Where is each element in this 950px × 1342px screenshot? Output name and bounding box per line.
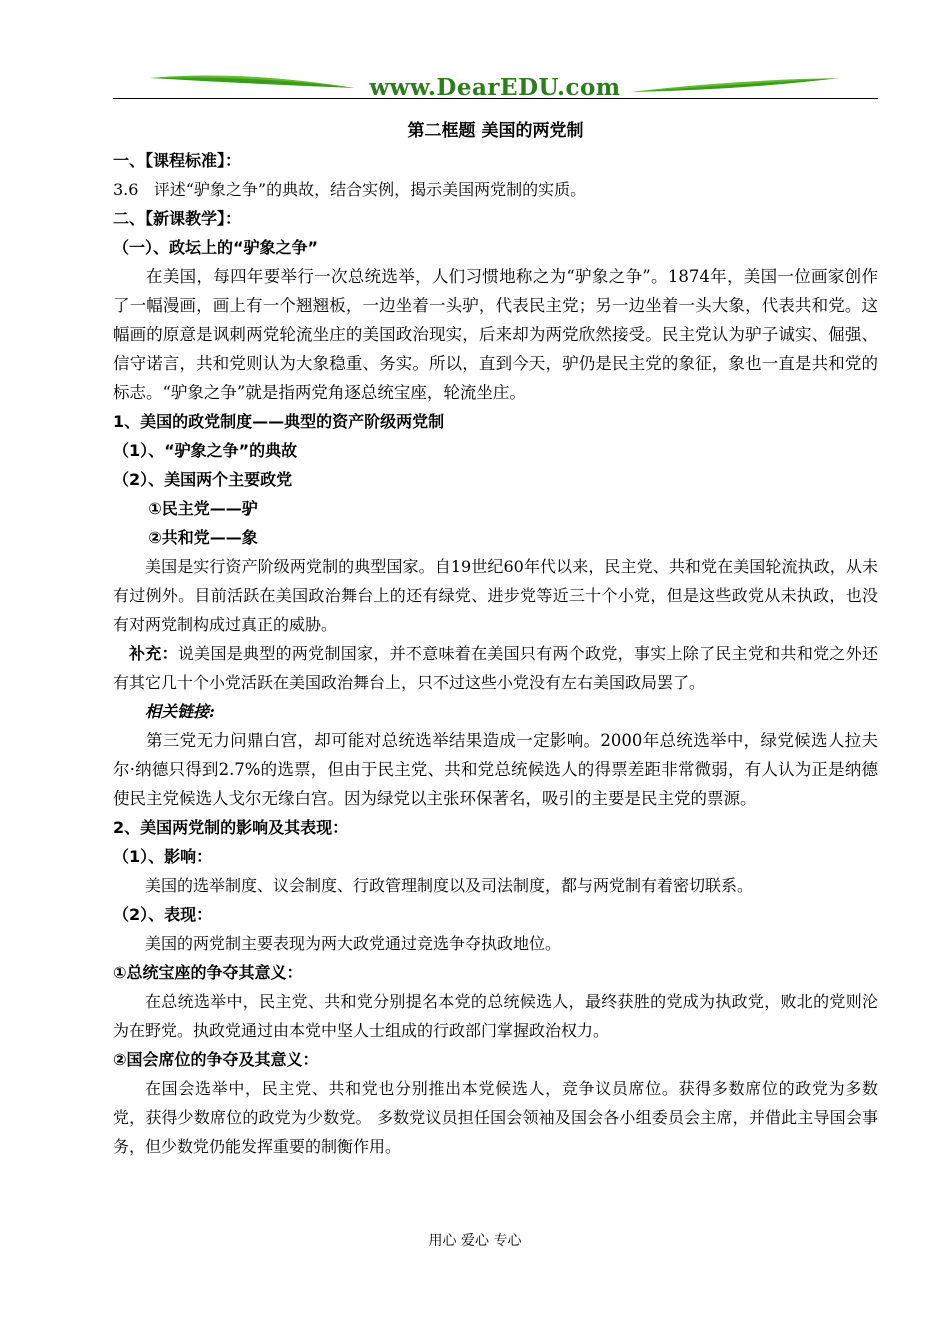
standard-line [113,175,878,204]
standard-number: 3.6 [113,180,139,199]
document-body [113,116,878,1161]
page-title: 第二框题 美国的两党制 [407,121,584,141]
related-link-label: 相关链接: [145,702,215,721]
supplement-label: 补充： [129,644,178,663]
header-divider [113,98,878,99]
paragraph-two-party-country: 美国是实行资产阶级两党制的典型国家。自19世纪60年代以来，民主党、共和党在美国轮流执政，从未有过例外。目前活跃在美国政治舞台上的还有绿党、进步党等近三十个小党，但是这些政党从未执政，也没有对两党制构成过真正的威胁。 [113,557,878,634]
point-congress: ②国会席位的争夺及其意义： [113,1050,319,1069]
point-influence-expression: 2、美国两党制的影响及其表现： [113,818,349,837]
site-logo-text: www.DearEDU.com [369,74,621,101]
point-influence: （1）、影响： [113,847,213,866]
point-expression: （2）、表现： [113,905,213,924]
paragraph-influence: 美国的选举制度、议会制度、行政管理制度以及司法制度，都与两党制有着密切联系。 [145,876,754,895]
paragraph-congress: 在国会选举中，民主党、共和党也分别推出本党候选人，竞争议员席位。获得多数席位的政党为多数党，获得少数席位的政党为少数党。 多数党议员担任国会领袖及国会各小组委员会主席，并借此主导国会事务，但少数党仍能发挥重要的制衡作用。 [113,1079,878,1156]
party-democratic: ①民主党——驴 [148,499,258,518]
point-two-parties: （2）、美国两个主要政党 [113,470,293,489]
paragraph-presidency: 在总统选举中，民主党、共和党分别提名本党的总统候选人，最终获胜的党成为执政党，败北的党则沦为在野党。执政党通过由本党中坚人士组成的行政部门掌握政治权力。 [113,992,878,1040]
point-party-system: 1、美国的政党制度——典型的资产阶级两党制 [113,412,445,431]
paragraph-donkey-elephant-origin: 在美国，每四年要举行一次总统选举，人们习惯地称之为“驴象之争”。1874年，美国一位画家创作了一幅漫画，画上有一个翘翘板，一边坐着一头驴，代表民主党；另一边坐着一头大象，代表共和党。这幅画的原意是讽刺两党轮流坐庄的美国政治现实，后来却为两党欣然接受。民主党认为驴子诚实、倔强、信守诺言，共和党则认为大象稳重、务实。所以，直到今天，驴仍是民主党的象征，象也一直是共和党的标志。“驴象之争”就是指两党角逐总统宝座，轮流坐庄。 [113,267,878,402]
paragraph-third-party: 第三党无力问鼎白宫，却可能对总统选举结果造成一定影响。2000年总统选举中，绿党候选人拉夫尔·纳德只得到2.7%的选票，但由于民主党、共和党总统候选人的得票差距非常微弱，有人认为正是纳德使民主党候选人戈尔无缘白宫。因为绿党以主张环保著名，吸引的主要是民主党的票源。 [113,731,878,808]
paragraph-expression: 美国的两党制主要表现为两大政党通过竞选争夺执政地位。 [145,934,562,953]
point-allusion: （1）、“驴象之争”的典故 [113,441,298,460]
page-footer: 用心 爱心 专心 [428,1233,522,1249]
subheading-donkey-elephant: （一）、政坛上的“驴象之争” [113,238,319,257]
supplement-paragraph [113,639,878,697]
point-presidency: ①总统宝座的争夺其意义： [113,963,303,982]
supplement-text: 说美国是典型的两党制国家，并不意味着在美国只有两个政党，事实上除了民主党和共和党之外还有其它几十个小党活跃在美国政治舞台上，只不过这些小党没有左右美国政局罢了。 [113,644,878,692]
party-republican: ②共和党——象 [148,528,258,547]
section-heading-standards: 一、【课程标准】： [113,151,242,170]
section-heading-teaching: 二、【新课教学】： [113,209,242,228]
standard-text: 评述“驴象之争”的典故，结合实例，揭示美国两党制的实质。 [153,180,587,199]
site-banner [110,66,880,106]
